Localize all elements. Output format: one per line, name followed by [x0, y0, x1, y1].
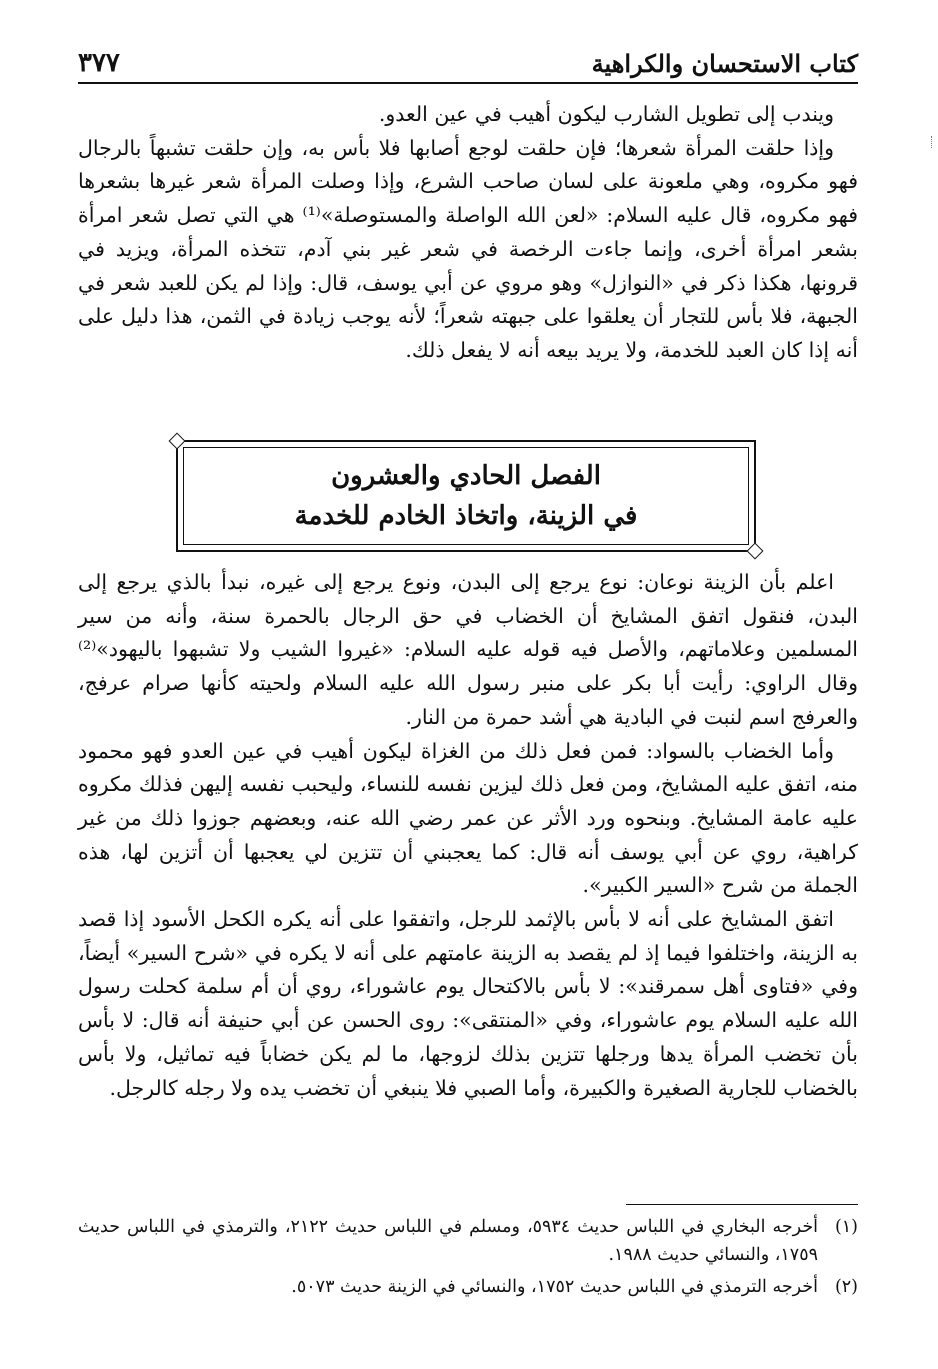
section-before-chapter	[78, 98, 858, 368]
chapter-subtitle: في الزينة، واتخاذ الخادم للخدمة	[294, 501, 638, 531]
paragraph: ويندب إلى تطويل الشارب ليكون أهيب في عين العدو.	[378, 102, 834, 126]
paragraph: اتفق المشايخ على أنه لا بأس بالإثمد للرجل، واتفقوا على أنه يكره الكحل الأسود إذا قصد به الزينة، واختلفوا فيما إذ لم يقصد به الزينة عامتهم على أنه لا يكره في «شرح السير» أيضاً، وفي «فتاوى أهل سمرقند»: لا بأس بالاكتحال يوم عاشوراء، روي أن أم سلمة كحلت رسول الله عليه السلام يوم عاشوراء، وفي «المنتقى»: روى الحسن عن أبي حنيفة أنه قال: لا بأس بأن تخضب المرأة يدها ورجلها تتزين بذلك لزوجها، ما لم يكن خضاباً فيه تماثيل، ولا بأس بالخضاب للجارية الصغيرة والكبيرة، وأما الصبي فلا ينبغي أن تخضب يده ولا رجله كالرجل.	[78, 907, 858, 1100]
footnote-text: أخرجه الترمذي في اللباس حديث ١٧٥٢، والنسائي في الزينة حديث ٥٠٧٣.	[291, 1277, 818, 1297]
paragraph: وإذا حلقت المرأة شعرها؛ فإن حلقت لوجع أصابها فلا بأس به، وإن حلقت تشبهاً بالرجال فهو مكروه، وهي ملعونة على لسان صاحب الشرع، وإذا وصلت المرأة شعر غيرها بشعرها فهو مكروه، قال عليه السلام: «لعن الله الواصلة والمستوصلة»⁽¹⁾ هي التي تصل شعر امرأة بشعر امرأة أخرى، وإنما جاءت الرخصة في شعر غير بني آدم، تتخذه المرأة، ويزيد في قرونها، هكذا ذكر في «النوازل» وهو مروي عن أبي يوسف، قال: وإذا لم يكن للعبد شعر في الجبهة، فلا بأس للتجار أن يعلقوا على جبهته شعراً؛ لأنه يوجب زيادة في الثمن، هذا دليل على أنه إذا كان العبد للخدمة، ولا يريد بيعه أنه لا يفعل ذلك.	[78, 135, 858, 362]
margin-mark	[931, 136, 936, 148]
paragraph: اعلم بأن الزينة نوعان: نوع يرجع إلى البدن، ونوع يرجع إلى غيره، نبدأ بالذي يرجع إلى البدن، فنقول اتفق المشايخ أن الخضاب في حق الرجال بالحمرة سنة، وأنه من سير المسلمين وعلاماتهم، والأصل فيه قوله عليه السلام: «غيروا الشيب ولا تشبهوا باليهود»⁽²⁾ وقال الراوي: رأيت أبا بكر على منبر رسول الله عليه السلام ولحيته كأنها صرام عرفج، والعرفج اسم لنبت في البادية هي أشد حمرة من النار.	[78, 570, 858, 729]
footnote-mark: (١)	[834, 1217, 858, 1237]
footnotes	[78, 1213, 858, 1305]
paragraph: وأما الخضاب بالسواد: فمن فعل ذلك من الغزاة ليكون أهيب في عين العدو فهو محمود منه، اتفق عليه المشايخ، ومن فعل ذلك ليزين نفسه للنساء، وليحبب نفسه إليهن فذلك مكروه عليه عامة المشايخ. وبنحوه ورد الأثر عن عمر رضي الله عنه، وبعضهم جوزوا ذلك من غير كراهية، روي عن أبي يوسف أنه قال: كما يعجبني أن تتزين لي يعجبها أن أتزين لها، هذه الجملة من شرح «السير الكبير».	[78, 738, 858, 898]
chapter-heading-inner	[183, 447, 749, 545]
footnote	[78, 1273, 858, 1301]
page-number: ٣٧٧	[78, 48, 120, 78]
footnote-separator	[626, 1204, 858, 1205]
section-after-chapter	[78, 566, 858, 1105]
footnote-text: أخرجه البخاري في اللباس حديث ٥٩٣٤، ومسلم في اللباس حديث ٢١٢٢، والترمذي في اللباس حديث ١٧٥٩، والنسائي حديث ١٩٨٨.	[78, 1217, 818, 1265]
header-title: كتاب الاستحسان والكراهية	[591, 49, 858, 78]
footnote-mark: (٢)	[834, 1277, 858, 1297]
running-header	[78, 34, 858, 84]
chapter-heading-frame	[176, 440, 756, 552]
footnote	[78, 1213, 858, 1269]
chapter-title: الفصل الحادي والعشرون	[331, 461, 601, 491]
